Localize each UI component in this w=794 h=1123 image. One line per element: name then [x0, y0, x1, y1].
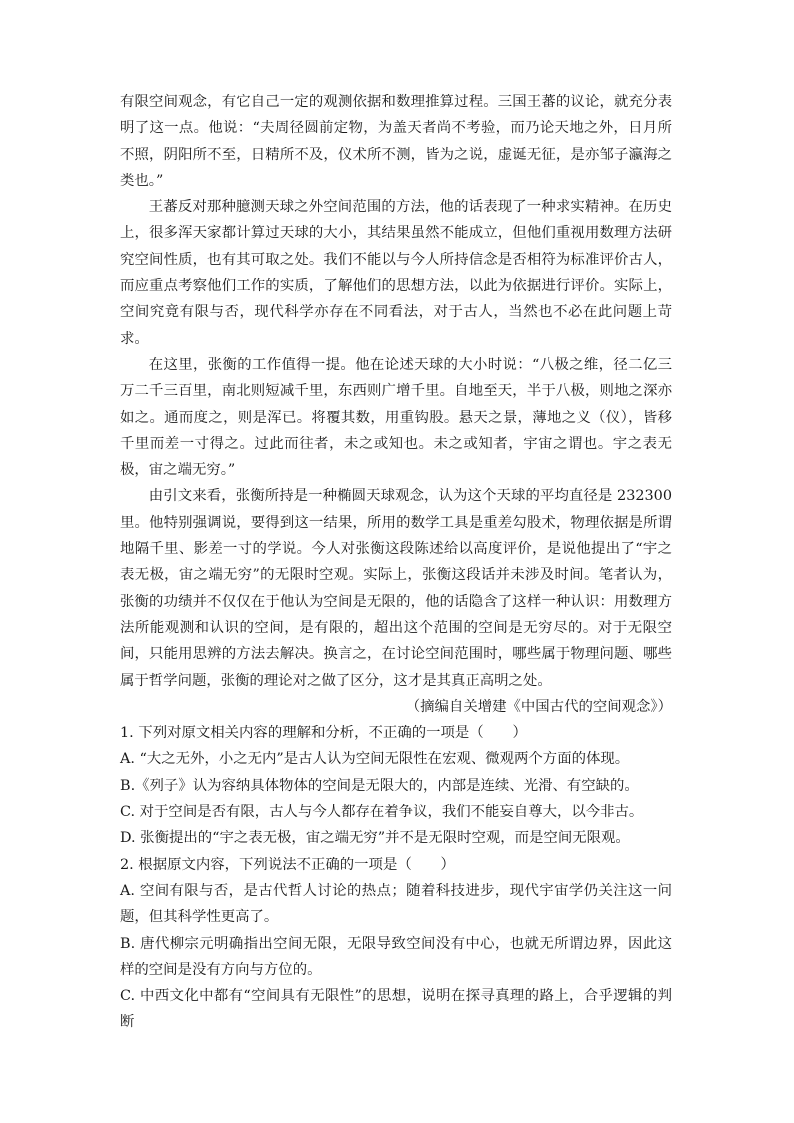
passage-paragraph-4: 由引文来看，张衡所持是一种椭圆天球观念，认为这个天球的平均直径是 232300 里。他特别强调说，要得到这一结果，所用的数学工具是重差勾股术，物理依据是所谓地隔千里、影差一寸的学说。今人对张衡这段陈述给以高度评价，是说他提出了“宇之表无极，宙之端无穷”的无限时空观。实际上，张衡这段话并未涉及时间。笔者认为，张衡的功绩并不仅仅在于他认为空间是无限的，他的话隐含了这样一种认识：用数理方法所能观测和认识的空间，是有限的，超出这个范围的空间是无穷尽的。对于无限空间，只能用思辨的方法去解决。换言之，在讨论空间范围时，哪些属于物理问题、哪些属于哲学问题，张衡的理论对之做了区分，这才是其真正高明之处。	[120, 488, 672, 689]
passage-paragraph-3: 在这里，张衡的工作值得一提。他在论述天球的大小时说：“八极之维，径二亿三万二千三百里，南北则短减千里，东西则广增千里。自地至天，半于八极，则地之深亦如之。通而度之，则是浑已。将覆其数，用重钩股。悬天之景，薄地之义（仪），皆移千里而差一寸得之。过此而往者，未之或知也。未之或知者，宇宙之谓也。宇之表无极，宙之端无穷。”	[120, 356, 672, 479]
option-a: A. “大之无外，小之无内”是古人认为空间无限性在宏观、微观两个方面的体现。	[120, 751, 630, 768]
question-2	[120, 852, 672, 1036]
option-c: C. 对于空间是否有限，古人与今人都存在着争议，我们不能妄自尊大，以今非古。	[120, 804, 644, 821]
option-b: B. 唐代柳宗元明确指出空间无限，无限导致空间没有中心，也就无所谓边界，因此这样的空间是没有方向与方位的。	[120, 935, 672, 978]
question-stem: 2. 根据原文内容，下列说法不正确的一项是（ ）	[120, 856, 455, 873]
question-stem: 1. 下列对原文相关内容的理解和分析，不正确的一项是（ ）	[120, 725, 527, 742]
option-d: D. 张衡提出的“宇之表无极，宙之端无穷”并不是无限时空观，而是空间无限观。	[120, 830, 630, 847]
passage-paragraph-2: 王蕃反对那种臆测天球之外空间范围的方法，他的话表现了一种求实精神。在历史上，很多浑天家都计算过天球的大小，其结果虽然不能成立，但他们重视用数理方法研究空间性质，也有其可取之处。我们不能以与今人所持信念是否相符为标准评价古人，而应重点考察他们工作的实质，了解他们的思想方法，以此为依据进行评价。实际上，空间究竟有限与否，现代科学亦存在不同看法，对于古人，当然也不必在此问题上苛求。	[120, 199, 672, 347]
passage-paragraph-1: 有限空间观念，有它自己一定的观测依据和数理推算过程。三国王蕃的议论，就充分表明了这一点。他说：“夫周径圆前定物，为盖天者尚不考验，而乃论天地之外，日月所不照，阴阳所不至，日精所不及，仪术所不测，皆为之说，虚诞无征，是亦邹子瀛海之类也。”	[120, 94, 672, 189]
option-b: B.《列子》认为容纳具体物体的空间是无限大的，内部是连续、光滑、有空缺的。	[120, 777, 639, 794]
question-1	[120, 720, 672, 851]
passage-source: （摘编自关增建《中国古代的空间观念》）	[405, 698, 672, 715]
document-body	[120, 89, 672, 1036]
option-a: A. 空间有限与否，是古代哲人讨论的热点；随着科技进步，现代宇宙学仍关注这一问题，但其科学性更高了。	[120, 882, 672, 926]
option-c: C. 中西文化中都有“空间具有无限性”的思想，说明在探寻真理的路上，合乎逻辑的判断	[120, 988, 672, 1031]
